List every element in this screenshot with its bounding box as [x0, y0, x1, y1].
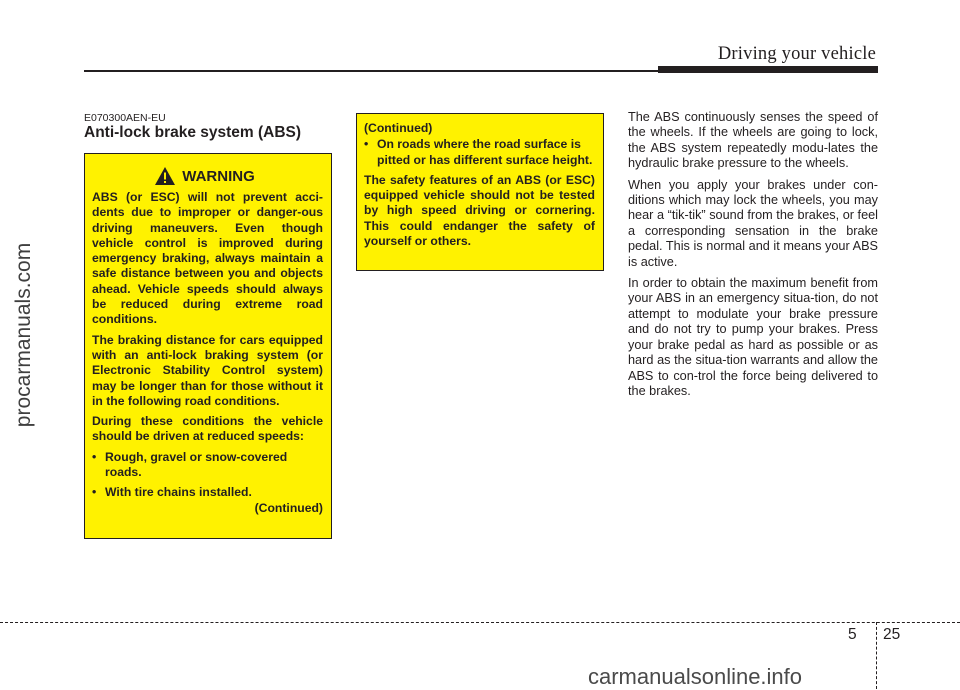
- continued-label: (Continued): [254, 500, 323, 515]
- warning-paragraph: The braking distance for cars equipped with an anti-lock braking system (or Electronic Stability Control system) may be longer than for those without it in the following road conditions.: [92, 332, 323, 408]
- body-paragraph: The ABS continuously senses the speed of the wheels. If the wheels are going to lock, the ABS system repeatedly modu-lates the hydraulic brake pressure to the wheels.: [628, 110, 878, 171]
- continued-label: (Continued): [364, 121, 433, 135]
- body-paragraph: In order to obtain the maximum benefit from your ABS in an emergency situa-tion, do not attempt to modulate your brake pressure and do not try to pump your brakes. Press your brake pedal as hard as possible or as hard as the situa-tion warrants and allow the ABS to con-trol the force being delivered to the brakes.: [628, 276, 878, 398]
- warning-bullet: • On roads where the road surface is pitted or has different surface height.: [364, 137, 593, 167]
- body-paragraph: When you apply your brakes under con-ditions which may lock the wheels, you may hear a “tik-tik” sound from the brakes, or feel a corresponding sensation in the brake pedal. This is normal and it means your ABS is active.: [628, 177, 878, 269]
- warning-heading-text: WARNING: [182, 167, 255, 185]
- body-text-column: [628, 110, 878, 405]
- section-title: Anti-lock brake system (ABS): [84, 124, 302, 141]
- header-rule: [84, 70, 668, 72]
- warning-paragraph: ABS (or ESC) will not prevent acci-dents due to improper or danger-ous driving maneuvers. Even though vehicle control is improved during emergency braking, always maintain a safe distance between you and objects ahead. Vehicle speeds should always be reduced during extreme road conditions.: [92, 190, 323, 327]
- warning-bullet: • With tire chains installed.: [92, 485, 252, 500]
- warning-bullet-text: Rough, gravel or snow-covered roads.: [105, 449, 288, 480]
- warning-paragraph: The safety features of an ABS (or ESC) equipped vehicle should not be tested by high speed driving or cornering. This could endanger the safety of yourself or others.: [364, 172, 595, 249]
- warning-bullet-text: With tire chains installed.: [105, 485, 252, 500]
- bottom-watermark: carmanualsonline.info: [588, 664, 803, 689]
- side-watermark: procarmanuals.com: [12, 242, 35, 428]
- warning-triangle-icon: [154, 166, 176, 186]
- warning-box-continued: [356, 113, 604, 271]
- warning-bullet-text: On roads where the road surface is pitted or has different surface height.: [377, 137, 593, 167]
- warning-bullet: • Rough, gravel or snow-covered roads.: [92, 449, 288, 480]
- warning-heading: [86, 166, 323, 186]
- chapter-number: 5: [848, 626, 857, 643]
- warning-box: [84, 153, 332, 539]
- warning-paragraph: During these conditions the vehicle should be driven at reduced speeds:: [92, 414, 323, 444]
- page-number-divider: [876, 622, 877, 689]
- page-number: 25: [883, 626, 901, 643]
- header-rule-bar: [658, 66, 878, 73]
- section-code: E070300AEN-EU: [84, 112, 166, 124]
- page-header-title: Driving your vehicle: [717, 44, 876, 64]
- footer-rule: [0, 622, 960, 623]
